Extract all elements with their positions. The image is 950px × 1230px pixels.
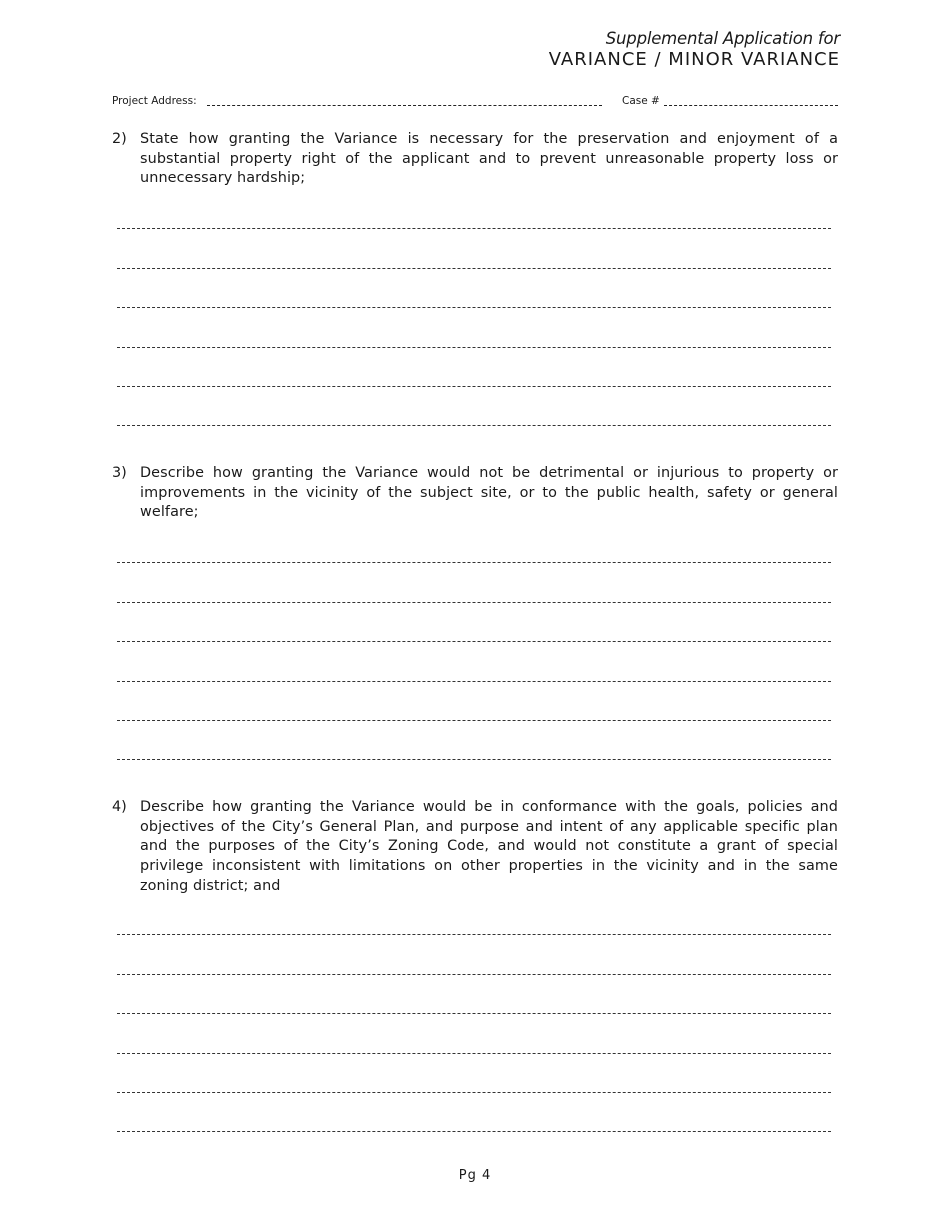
answer-area-3[interactable] — [117, 524, 831, 760]
answer-line[interactable] — [117, 682, 831, 721]
form-title: VARIANCE / MINOR VARIANCE — [548, 49, 840, 70]
case-number-label: Case # — [622, 95, 660, 107]
answer-line[interactable] — [117, 229, 831, 268]
question-number: 2) — [112, 131, 127, 147]
answer-area-2[interactable] — [117, 190, 831, 426]
answer-line[interactable] — [117, 348, 831, 387]
question-number: 4) — [112, 799, 127, 815]
case-number-field[interactable] — [664, 105, 838, 106]
answer-line[interactable] — [117, 1093, 831, 1132]
question-2 — [112, 130, 838, 189]
page-number: Pg 4 — [458, 1168, 492, 1183]
answer-line[interactable] — [117, 1054, 831, 1093]
document-header — [549, 28, 840, 71]
answer-line[interactable] — [117, 721, 831, 760]
answer-line[interactable] — [117, 975, 831, 1014]
answer-line[interactable] — [117, 935, 831, 974]
question-text: State how granting the Variance is necessary for the preservation and enjoyment of a substantial property right of the applicant and to prevent unreasonable property loss or unnecessary hardship; — [140, 131, 838, 187]
answer-line[interactable] — [117, 524, 831, 563]
project-address-label: Project Address: — [112, 95, 197, 107]
form-subtitle: Supplemental Application for — [605, 29, 840, 48]
project-info-row — [112, 93, 838, 109]
answer-line[interactable] — [117, 603, 831, 642]
answer-area-4[interactable] — [117, 896, 831, 1132]
answer-line[interactable] — [117, 563, 831, 602]
answer-line[interactable] — [117, 387, 831, 426]
question-text: Describe how granting the Variance would not be detrimental or injurious to property or improvements in the vicinity of the subject site, or to the public health, safety or general welfare; — [140, 465, 838, 521]
answer-line[interactable] — [117, 1014, 831, 1053]
answer-line[interactable] — [117, 308, 831, 347]
answer-line[interactable] — [117, 269, 831, 308]
answer-line[interactable] — [117, 190, 831, 229]
question-text: Describe how granting the Variance would be in conformance with the goals, policies and objectives of the City’s General Plan, and purpose and intent of any applicable specific plan and the purposes of the City’s Zoning Code, and would not constitute a grant of special privilege inconsistent with limitations on other properties in the vicinity and in the same zoning district; and — [140, 799, 838, 894]
project-address-field[interactable] — [207, 105, 602, 106]
question-4 — [112, 798, 838, 897]
answer-line[interactable] — [117, 896, 831, 935]
question-number: 3) — [112, 465, 127, 481]
question-3 — [112, 464, 838, 523]
answer-line[interactable] — [117, 642, 831, 681]
